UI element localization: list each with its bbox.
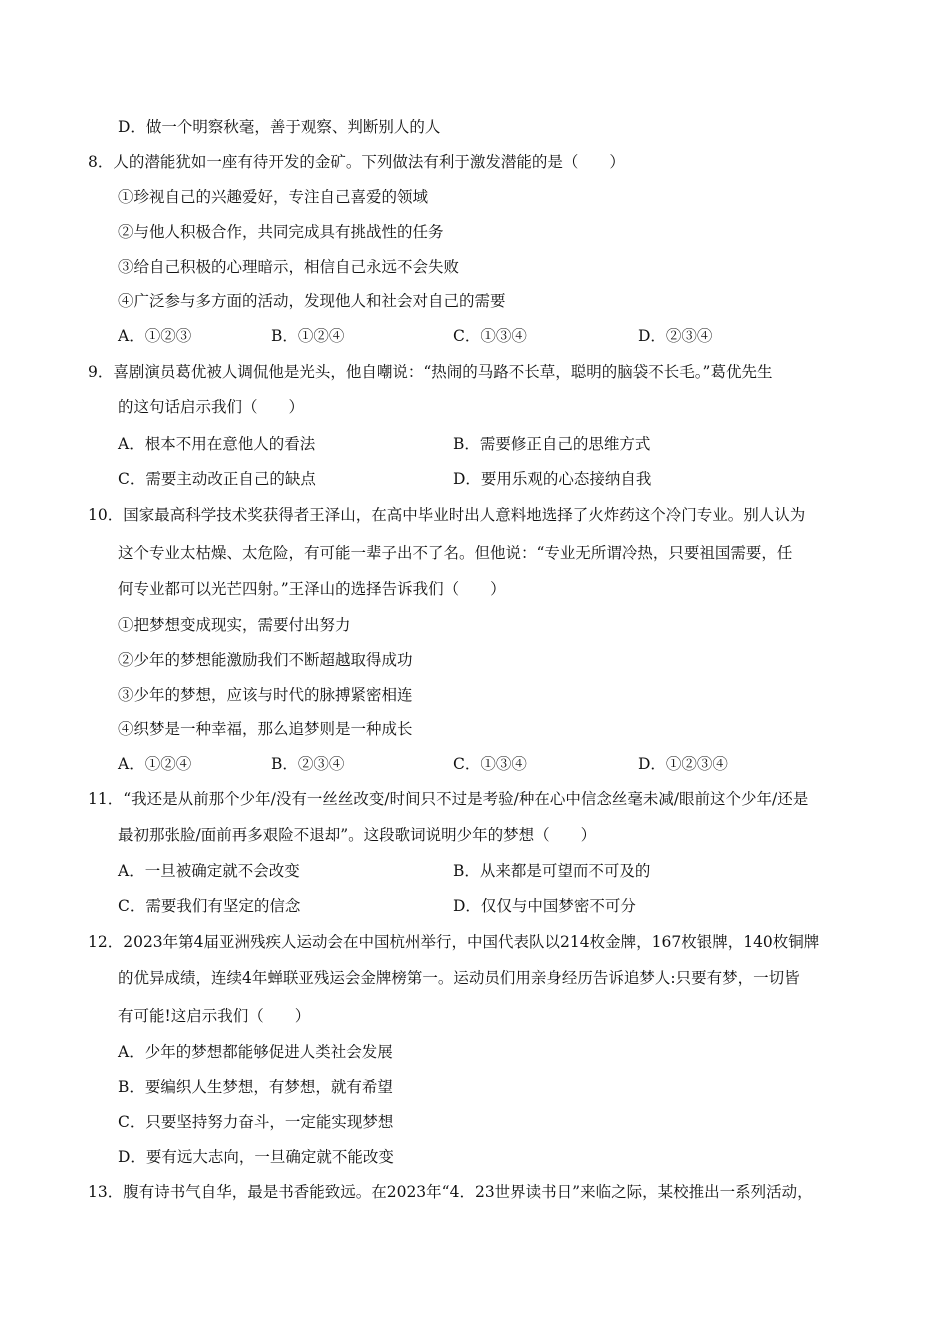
- q8-option-a: A．①②③: [118, 327, 192, 345]
- q9-stem-line-1: 9．喜剧演员葛优被人调侃他是光头，他自嘲说：“热闹的马路不长草，聪明的脑袋不长毛。”葛优先生: [88, 363, 773, 381]
- q8-option-b: B．①②④: [271, 327, 345, 345]
- q11-stem-line-1: 11．“我还是从前那个少年/没有一丝丝改变/时间只不过是考验/种在心中信念丝毫未减/眼前这个少年/还是: [88, 790, 809, 808]
- q9-option-c: C．需要主动改正自己的缺点: [118, 470, 316, 488]
- q12-stem-line-1: 12．2023年第4届亚洲残疾人运动会在中国杭州举行，中国代表队以214枚金牌，167枚银牌，140枚铜牌: [88, 933, 820, 951]
- q11-stem-line-2: 最初那张脸/面前再多艰险不退却”。这段歌词说明少年的梦想（ ）: [118, 826, 597, 844]
- q10-item-4: ④织梦是一种幸福，那么追梦则是一种成长: [118, 720, 413, 738]
- q7-option-d: D．做一个明察秋毫，善于观察、判断别人的人: [118, 118, 441, 136]
- q8-option-c: C．①③④: [453, 327, 527, 345]
- q11-option-b: B．从来都是可望而不可及的: [453, 862, 651, 880]
- q8-item-3: ③给自己积极的心理暗示，相信自己永远不会失败: [118, 258, 460, 276]
- q11-option-d: D．仅仅与中国梦密不可分: [453, 897, 636, 915]
- q10-stem-line-1: 10．国家最高科学技术奖获得者王泽山，在高中毕业时出人意料地选择了火炸药这个冷门专业。别人认为: [88, 506, 806, 524]
- q11-option-a: A．一旦被确定就不会改变: [118, 862, 300, 880]
- q12-option-b: B．要编织人生梦想，有梦想，就有希望: [118, 1078, 393, 1096]
- q12-stem-line-3: 有可能!这启示我们（ ）: [118, 1007, 311, 1025]
- q10-item-3: ③少年的梦想，应该与时代的脉搏紧密相连: [118, 686, 413, 704]
- q10-item-1: ①把梦想变成现实，需要付出努力: [118, 616, 351, 634]
- q13-stem-line-1: 13．腹有诗书气自华，最是书香能致远。在2023年“4．23世界读书日”来临之际，某校推出一系列活动，: [88, 1183, 813, 1201]
- q10-option-c: C．①③④: [453, 755, 527, 773]
- q9-option-d: D．要用乐观的心态接纳自我: [453, 470, 652, 488]
- q8-option-d: D．②③④: [638, 327, 713, 345]
- q12-option-a: A．少年的梦想都能够促进人类社会发展: [118, 1043, 393, 1061]
- q8-stem: 8．人的潜能犹如一座有待开发的金矿。下列做法有利于激发潜能的是（ ）: [88, 153, 625, 171]
- q9-stem-line-2: 的这句话启示我们（ ）: [118, 398, 305, 416]
- q8-item-2: ②与他人积极合作，共同完成具有挑战性的任务: [118, 223, 444, 241]
- q12-option-d: D．要有远大志向，一旦确定就不能改变: [118, 1148, 394, 1166]
- q10-option-b: B．②③④: [271, 755, 345, 773]
- q12-option-c: C．只要坚持努力奋斗，一定能实现梦想: [118, 1113, 394, 1131]
- q12-stem-line-2: 的优异成绩，连续4年蝉联亚残运会金牌榜第一。运动员们用亲身经历告诉追梦人:只要有梦，一切皆: [118, 969, 800, 987]
- q8-item-4: ④广泛参与多方面的活动，发现他人和社会对自己的需要: [118, 292, 506, 310]
- q11-option-c: C．需要我们有坚定的信念: [118, 897, 301, 915]
- q10-option-a: A．①②④: [118, 755, 192, 773]
- q10-stem-line-2: 这个专业太枯燥、太危险，有可能一辈子出不了名。但他说：“专业无所谓冷热，只要祖国需要，任: [118, 544, 793, 562]
- q10-option-d: D．①②③④: [638, 755, 728, 773]
- q9-option-a: A．根本不用在意他人的看法: [118, 435, 316, 453]
- q10-stem-line-3: 何专业都可以光芒四射。”王泽山的选择告诉我们（ ）: [118, 580, 506, 598]
- q10-item-2: ②少年的梦想能激励我们不断超越取得成功: [118, 651, 413, 669]
- q9-option-b: B．需要修正自己的思维方式: [453, 435, 651, 453]
- q8-item-1: ①珍视自己的兴趣爱好，专注自己喜爱的领域: [118, 188, 429, 206]
